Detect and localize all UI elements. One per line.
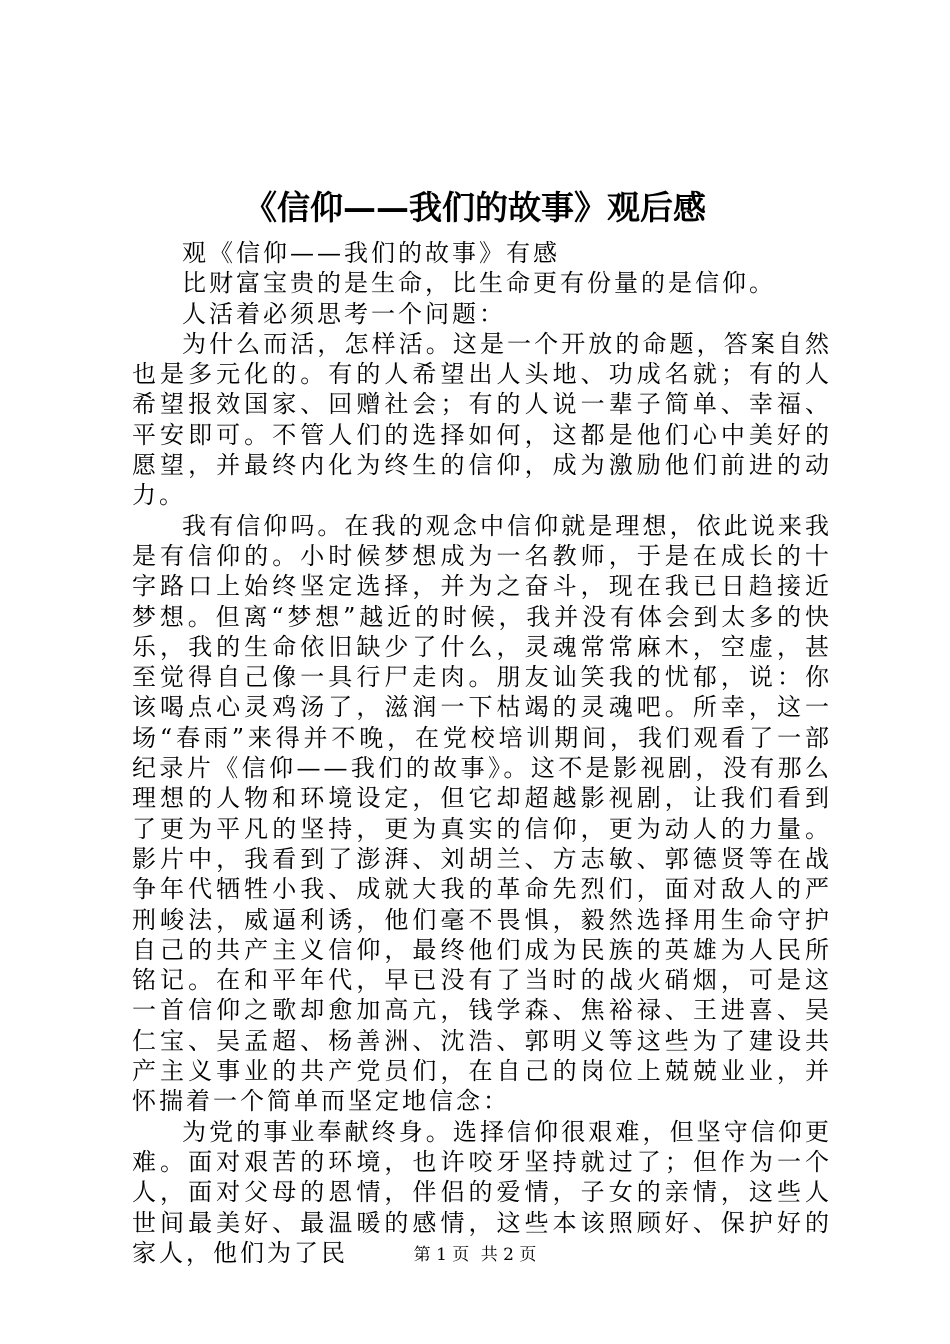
paragraph-2: 人活着必须思考一个问题： [182,299,506,328]
page-total: 共 2 页 [480,1245,537,1265]
document-title: 《信仰——我们的故事》观后感 [244,188,706,227]
paragraph-4: 我有信仰吗。在我的观念中信仰就是理想，依此说来我是有信仰的。小时候梦想成为一名教师，于是在成长的十字路口上始终坚定选择，并为之奋斗，现在我已日趋接近梦想。但离“梦想”越近的时候，我并没有体会到太多的快乐，我的生命依旧缺少了什么，灵魂常常麻木，空虚，甚至觉得自己像一具行尸走肉。朋友讪笑我的忧郁，说：你该喝点心灵鸡汤了，滋润一下枯竭的灵魂吧。所幸，这一场“春雨”来得并不晚，在党校培训期间，我们观看了一部纪录片《信仰——我们的故事》。这不是影视剧，没有那么理想的人物和环境设定，但它却超越影视剧，让我们看到了更为平凡的坚持，更为真实的信仰，更为动人的力量。影片中，我看到了澎湃、刘胡兰、方志敏、郭德贤等在战争年代牺牲小我、成就大我的革命先烈们，面对敌人的严刑峻法，威逼利诱，他们毫不畏惧，毅然选择用生命守护自己的共产主义信仰，最终他们成为民族的英雄为人民所铭记。在和平年代，早已没有了当时的战火硝烟，可是这一首信仰之歌却愈加高亢，钱学森、焦裕禄、王进喜、吴仁宝、吴孟超、杨善洲、沈浩、郭明义等这些为了建设共产主义事业的共产党员们，在自己的岗位上兢兢业业，并怀揣着一个简单而坚定地信念： [132,511,832,1116]
paragraph-3: 为什么而活，怎样活。这是一个开放的命题，答案自然也是多元化的。有的人希望出人头地、功成名就；有的人希望报效国家、回赠社会；有的人说一辈子简单、幸福、平安即可。不管人们的选择如何，这都是他们心中美好的愿望，并最终内化为终生的信仰，成为激励他们前进的动力。 [132,329,832,510]
paragraph-5: 为党的事业奉献终身。选择信仰很艰难，但坚守信仰更难。面对艰苦的环境，也许咬牙坚持就过了；但作为一个人，面对父母的恩情，伴侣的爱情，子女的亲情，这些人世间最美好、最温暖的感情，这些本该照顾好、保护好的家人，他们为了民 [132,1117,832,1267]
paragraph-1: 比财富宝贵的是生命，比生命更有份量的是信仰。 [182,269,776,298]
page-number: 第 1 页 [413,1245,470,1265]
page-footer [0,1244,950,1266]
document-body [132,238,832,1268]
paragraph-subtitle: 观《信仰——我们的故事》有感 [182,239,560,267]
